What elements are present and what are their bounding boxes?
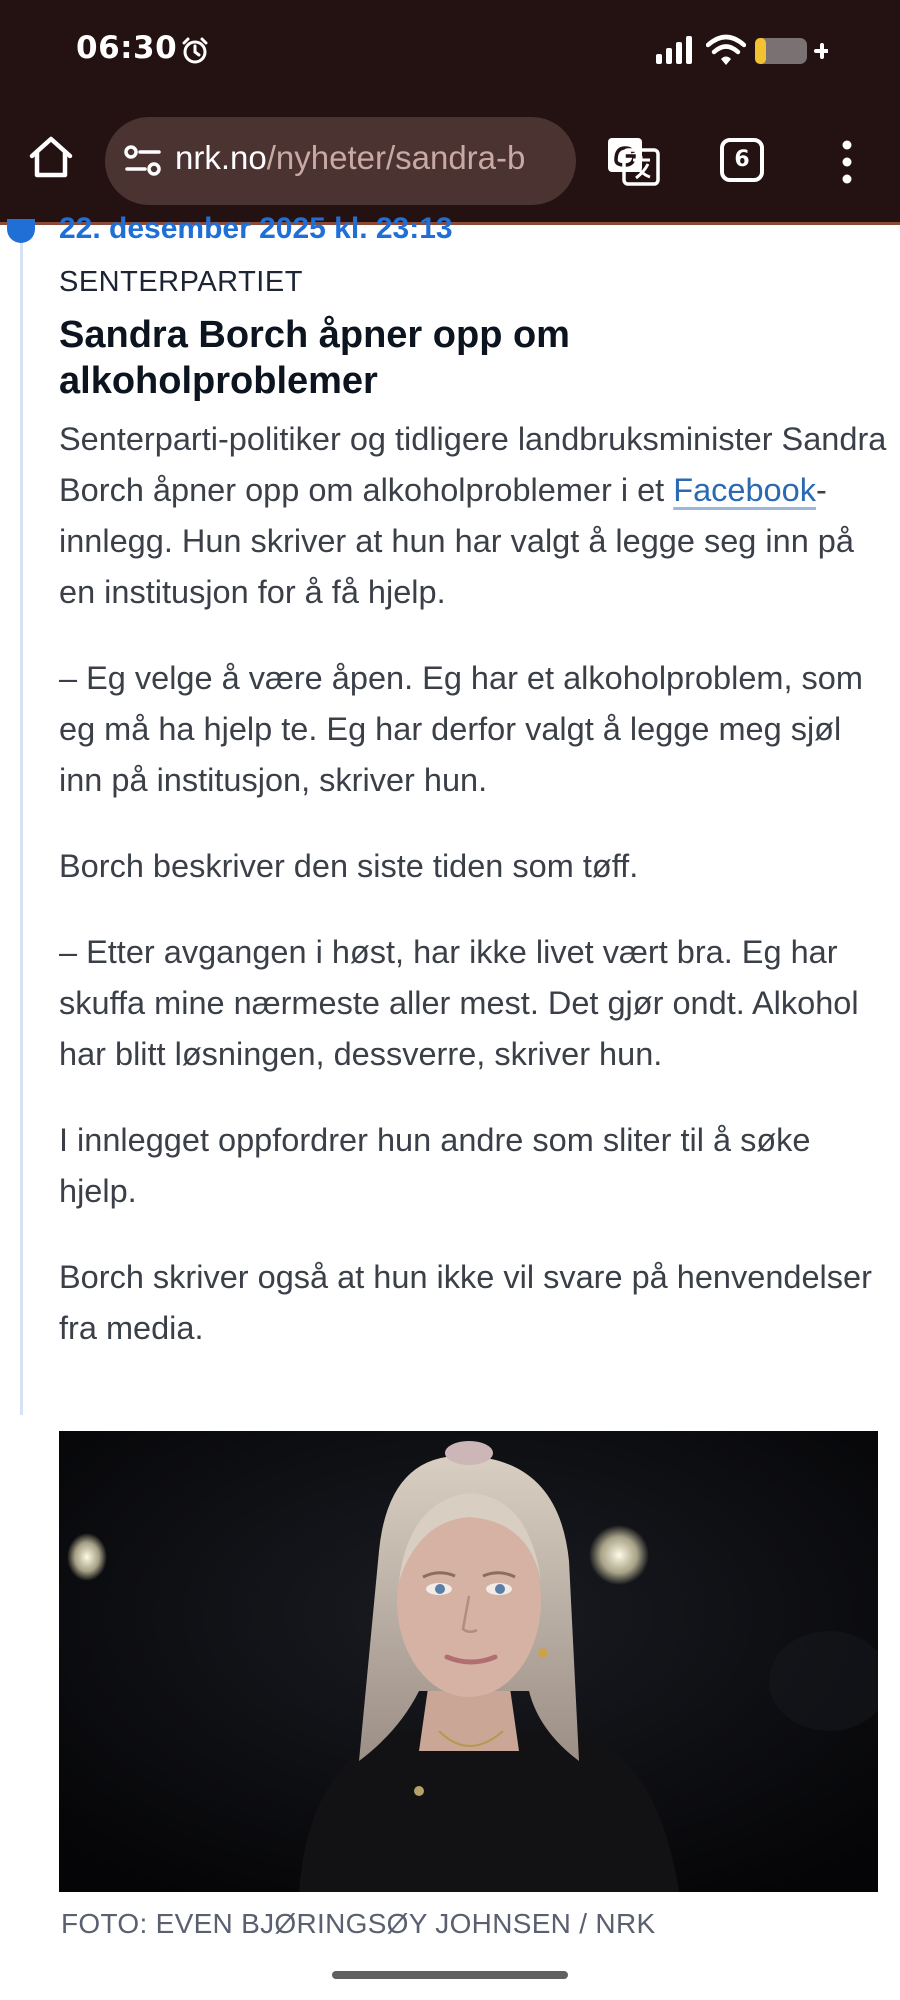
url-domain: nrk.no [175, 139, 267, 176]
translate-icon[interactable] [606, 136, 660, 186]
address-bar[interactable] [105, 117, 576, 205]
browser-chrome [0, 0, 900, 225]
wifi-icon [706, 34, 746, 66]
timeline-dot [7, 219, 35, 243]
paragraph-4: – Etter avgangen i høst, har ikke livet vært bra. Eg har skuffa mine nærmeste aller mest. Det gjør ondt. Alkohol har blitt løsningen, dessverre, skriver hun. [59, 934, 859, 1072]
article-photo[interactable] [59, 1431, 878, 1892]
more-menu-icon[interactable] [840, 140, 854, 184]
site-settings-icon[interactable] [123, 143, 163, 179]
paragraph-1 [59, 414, 889, 618]
article-body [59, 414, 889, 1389]
home-icon[interactable] [26, 132, 76, 182]
portrait-image [59, 1431, 878, 1892]
url-path: /nyheter/sandra-b [266, 139, 526, 176]
status-time: 06:30 [76, 30, 178, 66]
timeline-line [20, 225, 23, 1415]
paragraph-1-start: Senterparti-politiker og tidligere landbruksminister Sandra Borch åpner opp om alkoholproblemer i et [59, 421, 887, 508]
alarm-icon [180, 36, 210, 66]
paragraph-2: – Eg velge å være åpen. Eg har et alkoholproblem, som eg må ha hjelp te. Eg har derfor valgt å legge meg sjøl inn på institusjon, skriver hun. [59, 660, 863, 798]
article-category: SENTERPARTIET [59, 266, 303, 298]
paragraph-3: Borch beskriver den siste tiden som tøff. [59, 848, 639, 884]
paragraph-6: Borch skriver også at hun ikke vil svare på henvendelser fra media. [59, 1259, 872, 1346]
photo-caption: FOTO: EVEN BJØRINGSØY JOHNSEN / NRK [61, 1908, 656, 1939]
gesture-navigation-bar[interactable] [332, 1971, 568, 1979]
signal-icon [654, 36, 696, 64]
facebook-link[interactable]: Facebook [673, 472, 816, 508]
tabs-button[interactable]: 6 [720, 138, 764, 182]
article-dateline: 22. desember 2025 kl. 23:13 [59, 212, 453, 245]
battery-icon [754, 36, 828, 66]
url-text[interactable] [175, 139, 525, 177]
paragraph-5: I innlegget oppfordrer hun andre som sliter til å søke hjelp. [59, 1122, 811, 1209]
article-headline: Sandra Borch åpner opp om alkoholproblemer [59, 314, 570, 402]
paragraph-1-end: -innlegg. Hun skriver at hun har valgt å legge seg inn på en institusjon for å få hjelp. [59, 472, 854, 610]
